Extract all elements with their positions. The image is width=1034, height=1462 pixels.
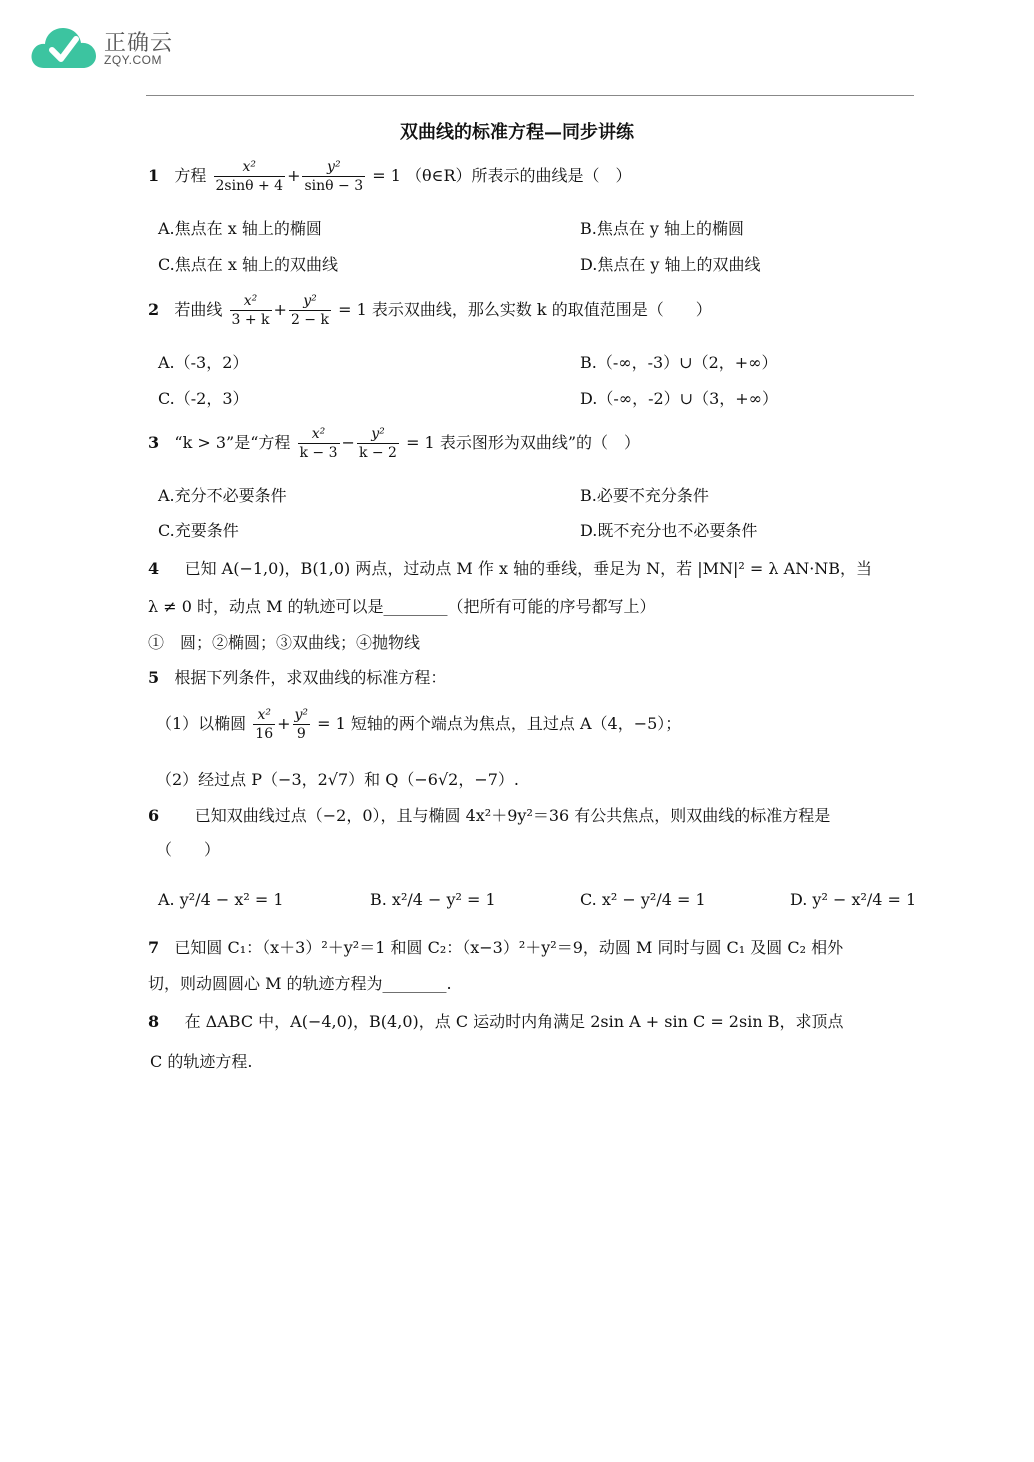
question-5	[148, 666, 446, 690]
option-b: B.焦点在 y 轴上的椭圆	[580, 219, 745, 238]
question-number: 5	[148, 668, 160, 687]
question-number: 2	[148, 300, 160, 319]
question-6-paren: （ ）	[156, 840, 221, 859]
question-4-line2: λ ≠ 0 时，动点 M 的轨迹可以是________（把所有可能的序号都写上）	[148, 597, 656, 616]
option-a: A.充分不必要条件	[158, 486, 287, 505]
option-a: A. y²/4 − x² = 1	[158, 890, 284, 909]
question-4-choices: ① 圆；②椭圆；③双曲线；④抛物线	[148, 633, 421, 652]
question-6	[148, 804, 830, 828]
fraction: $\frac{\text{x²}}{16}$	[255, 707, 274, 742]
option-a: A.焦点在 x 轴上的椭圆	[158, 219, 322, 238]
question-number: 8	[148, 1012, 160, 1031]
option-d: D.既不充分也不必要条件	[580, 521, 758, 540]
question-3: 3 “k > 3”是“方程 $\frac{\text{x²}}{k - 3}$ − $\frac{\text{y²}}{k - 2}$ = 1 表示图形为双曲线”的（ ）	[148, 426, 641, 461]
option-d: D.焦点在 y 轴上的双曲线	[580, 255, 761, 274]
logo-domain: ZQY.COM	[104, 53, 162, 67]
question-1: 1 方程 $\frac{\text{x²}}{2\sin\theta + 4}$ + $\frac{\text{y²}}{\sin\theta - 3}$ = 1 （θ∈R）所表示的曲线是（ ）	[148, 159, 632, 194]
option-b: B.（-∞，-3）∪（2，+∞）	[580, 353, 778, 372]
option-d: D. y² − x²/4 = 1	[790, 890, 917, 909]
question-4	[148, 557, 872, 581]
question-number: 7	[148, 938, 160, 957]
header-divider	[146, 95, 914, 96]
question-5-part2: （2）经过点 P（−3，2√7）和 Q（−6√2，−7）.	[156, 770, 520, 789]
fraction: $\frac{\text{y²}}{9}$	[294, 707, 309, 742]
page-title: 双曲线的标准方程—同步讲练	[400, 122, 634, 143]
question-5-part1: （1）以椭圆 $\frac{\text{x²}}{16}$ + $\frac{\text{y²}}{9}$ = 1 短轴的两个端点为焦点，且过点 A（4，−5）；	[156, 707, 682, 742]
question-8-line2: C 的轨迹方程.	[150, 1052, 253, 1071]
question-7-line2: 切，则动圆圆心 M 的轨迹方程为________.	[148, 974, 452, 993]
option-d: D.（-∞，-2）∪（3，+∞）	[580, 389, 778, 408]
option-b: B.必要不充分条件	[580, 486, 709, 505]
question-number: 6	[148, 806, 160, 825]
question-2: 2 若曲线 $\frac{\text{x²}}{3 + k}$ + $\frac{\text{y²}}{2 - k}$ = 1 表示双曲线，那么实数 k 的取值范围是（ ）	[148, 293, 712, 328]
question-text: 已知 A(−1,0)，B(1,0) 两点，过动点 M 作 x 轴的垂线，垂足为 N，若 |MN|² = λ AN·NB，当	[184, 559, 873, 578]
question-8	[148, 1010, 843, 1034]
question-text: = 1 表示图形为双曲线”的（ ）	[406, 433, 641, 452]
cloud-check-icon	[30, 22, 100, 74]
question-text: 根据下列条件，求双曲线的标准方程：	[174, 668, 447, 687]
question-text: 已知双曲线过点（−2，0），且与椭圆 4x²＋9y²＝36 有公共焦点，则双曲线的标准方程是	[194, 806, 831, 825]
question-number: 4	[148, 559, 160, 578]
option-c: C.充要条件	[158, 521, 239, 540]
option-a: A.（-3，2）	[158, 353, 249, 372]
option-c: C.焦点在 x 轴上的双曲线	[158, 255, 338, 274]
question-text: 在 ΔABC 中，A(−4,0)，B(4,0)，点 C 运动时内角满足 2sin A + sin C = 2sin B，求顶点	[184, 1012, 844, 1031]
fraction: $\frac{\text{y²}}{k - 2}$	[358, 426, 397, 461]
question-text: 已知圆 C₁：（x＋3）²＋y²＝1 和圆 C₂：（x−3）²＋y²＝9，动圆 M 同时与圆 C₁ 及圆 C₂ 相外	[174, 938, 844, 957]
fraction: $\frac{\text{x²}}{2\sin\theta + 4}$	[215, 159, 284, 194]
fraction: $\frac{\text{x²}}{3 + k}$	[231, 293, 270, 328]
question-7	[148, 936, 843, 960]
question-lead: 方程	[174, 166, 207, 185]
question-text: （θ∈R）所表示的曲线是（ ）	[406, 166, 632, 185]
question-text: = 1 表示双曲线，那么实数 k 的取值范围是（ ）	[338, 300, 712, 319]
fraction: $\frac{\text{y²}}{2 - k}$	[290, 293, 329, 328]
fraction: $\frac{\text{x²}}{k - 3}$	[299, 426, 338, 461]
fraction: $\frac{\text{y²}}{\sin\theta - 3}$	[304, 159, 364, 194]
option-c: C. x² − y²/4 = 1	[580, 890, 706, 909]
option-c: C.（-2，3）	[158, 389, 249, 408]
option-b: B. x²/4 − y² = 1	[370, 890, 496, 909]
question-number: 1	[148, 166, 160, 185]
question-number: 3	[148, 433, 160, 452]
logo-name: 正确云	[104, 31, 174, 56]
